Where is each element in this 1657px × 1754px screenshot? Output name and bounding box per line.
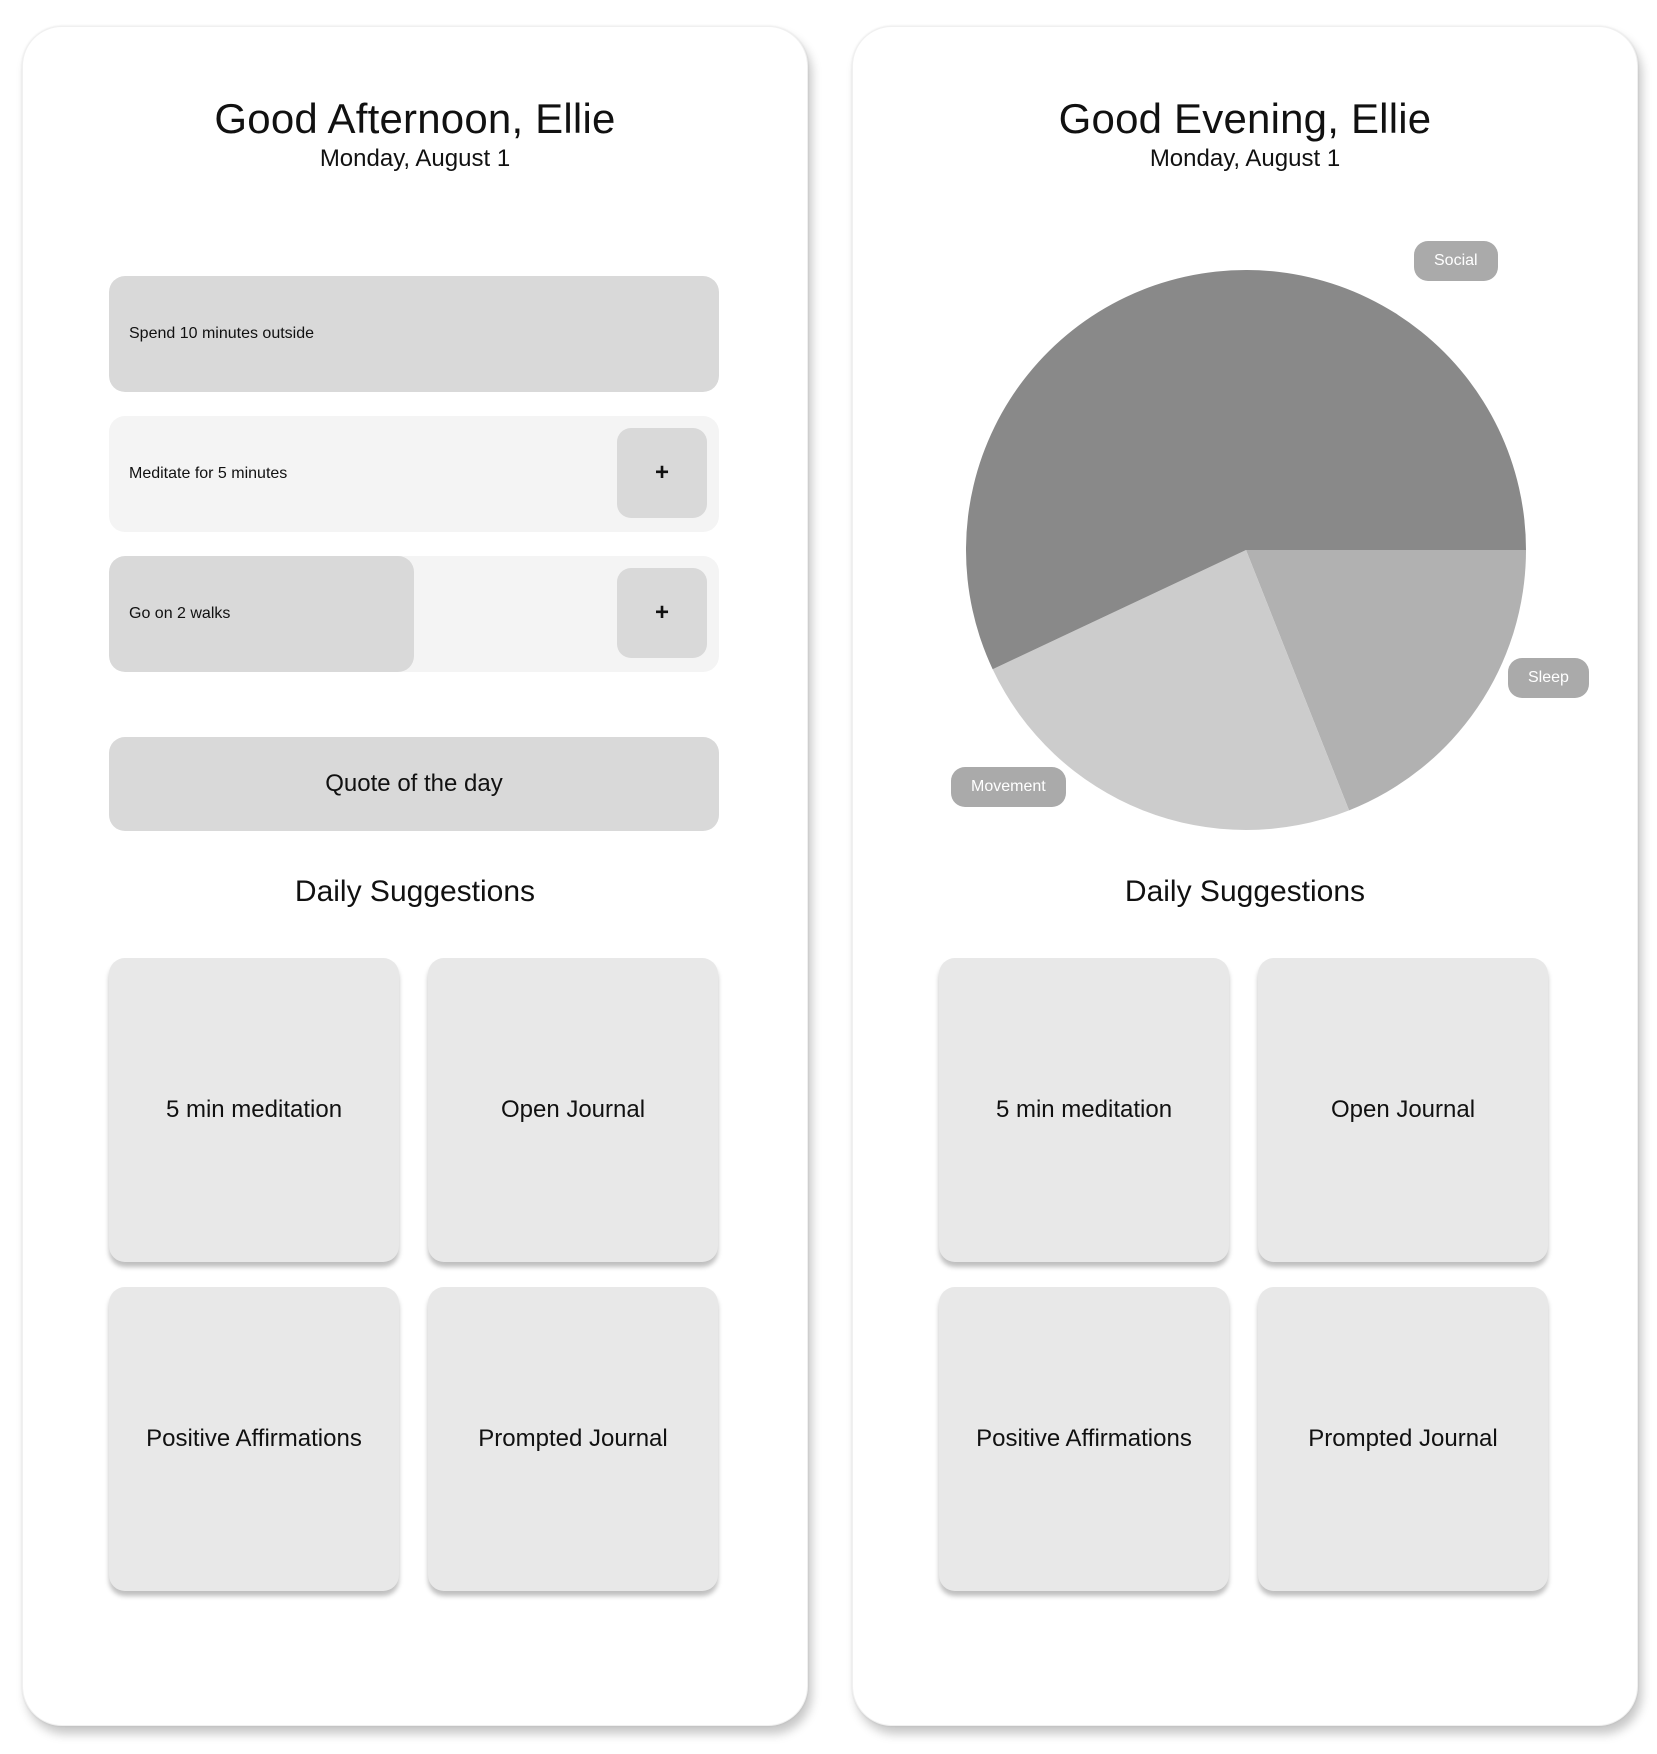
daily-suggestions-title: Daily Suggestions: [294, 875, 536, 908]
pie-label-sleep: Sleep: [1508, 658, 1589, 698]
greeting-title: Good Afternoon, Ellie: [214, 95, 616, 142]
greeting-title: Good Evening, Ellie: [1058, 95, 1432, 142]
habit-increment-button[interactable]: +: [617, 428, 707, 518]
date-label: Monday, August 1: [319, 145, 511, 172]
suggestion-card-prompted-journal[interactable]: Prompted Journal: [428, 1287, 718, 1591]
pie-label-social: Social: [1414, 241, 1498, 281]
suggestion-card-open-journal[interactable]: Open Journal: [1258, 958, 1548, 1262]
suggestion-card-open-journal[interactable]: Open Journal: [428, 958, 718, 1262]
suggestion-card-prompted-journal[interactable]: Prompted Journal: [1258, 1287, 1548, 1591]
quote-of-the-day-button[interactable]: Quote of the day: [109, 737, 719, 831]
suggestion-card-meditation[interactable]: 5 min meditation: [939, 958, 1229, 1262]
pie-label-movement: Movement: [951, 767, 1066, 807]
habit-label: Spend 10 minutes outside: [129, 325, 315, 342]
habit-meditate[interactable]: [109, 416, 719, 532]
habit-increment-button[interactable]: +: [617, 568, 707, 658]
habit-spend-outside[interactable]: [109, 276, 719, 392]
suggestion-card-affirmations[interactable]: Positive Affirmations: [109, 1287, 399, 1591]
date-label: Monday, August 1: [1149, 145, 1341, 172]
afternoon-screen: [22, 26, 808, 1726]
suggestion-card-meditation[interactable]: 5 min meditation: [109, 958, 399, 1262]
suggestion-card-affirmations[interactable]: Positive Affirmations: [939, 1287, 1229, 1591]
daily-suggestions-title: Daily Suggestions: [1124, 875, 1366, 908]
habit-walks[interactable]: [109, 556, 719, 672]
habit-label: Go on 2 walks: [129, 605, 231, 622]
evening-screen: [852, 26, 1638, 1726]
habit-label: Meditate for 5 minutes: [129, 465, 288, 482]
wellbeing-pie-chart: [853, 27, 1639, 857]
